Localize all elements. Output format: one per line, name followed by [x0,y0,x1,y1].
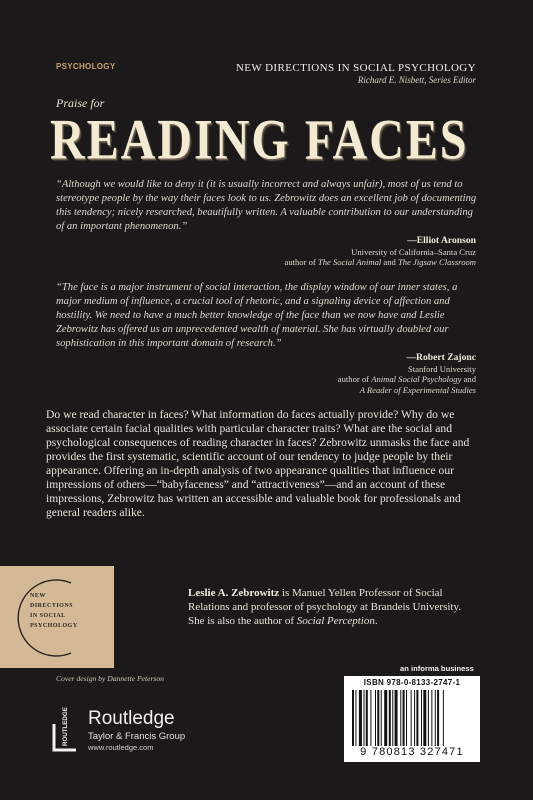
endorser-works: author of Animal Social Psychology and [337,374,476,384]
svg-text:ROUTLEDGE: ROUTLEDGE [62,707,69,746]
endorser-works: author of The Social Animal and The Jigsaw Classroom [284,257,476,267]
series-heading [236,62,476,85]
endorser-affiliation: Stanford University [407,363,476,374]
barcode-bars-icon [352,690,474,746]
routledge-mark-icon [52,706,78,752]
cover-design-credit: Cover design by Dannette Peterson [56,674,164,683]
isbn-barcode [344,676,480,762]
book-title: READING FACES [50,109,469,172]
informa-tagline: an informa business [400,664,474,673]
series-editor: Richard E. Nisbett, Series Editor [357,75,476,85]
routledge-logo [52,706,202,754]
isbn-label: ISBN 978-0-8133-2747-1 [363,678,461,687]
barcode-number: 9 780813 327471 [360,746,464,758]
category-label: PSYCHOLOGY [56,62,116,71]
series-logo-text: NEW DIRECTIONS IN SOCIAL PSYCHOLOGY [30,593,78,629]
series-logo-panel [0,566,114,668]
author-bio: Leslie A. Zebrowitz is Manuel Yellen Professor of Social Relations and professor of psychology at Brandeis University. She is also the author of Social Perception. [188,587,462,627]
publisher-group: Taylor & Francis Group [88,731,186,742]
book-description: Do we read character in faces? What information do faces actually provide? Why do we associate certain facial qualities with particular character traits? What are the social and psychological consequences of reading character in faces? Zebrowitz unmasks the face and provides the first systematic, scientific account of our tendency to judge people by their appearance. Offering an in-depth analysis of two appearance qualities that influence our impressions of others—“babyfaceness” and “attractiveness”—and an account of these impressions, Zebrowitz has written an accessible and valuable book for professionals and general readers alike. [46,408,470,519]
endorsement-quote-1: “Although we would like to deny it (it is usually incorrect and always unfair), most of us tend to stereotype people by the way their faces look to us. Zebrowitz does an excellent job of documenting this tendency; nicely researched, beautifully written. A valuable contribution to our understanding of an important phenomenon.” [56,179,477,232]
endorser-name: —Robert Zajonc [406,352,476,363]
endorsement-attribution-2 [338,353,476,395]
publisher-url: www.routledge.com [88,743,154,752]
praise-label: Praise for [56,96,105,110]
endorsement-quote-2: “The face is a major instrument of social interaction, the display window of our inner states, a major medium of influence, a crucial tool of rhetoric, and a signaling device of affection and hostility. We need to have a much better knowledge of the face than we now have and Leslie Zebrowitz has offered us an unprecedented wealth of material. She has virtually doubled our sophistication in this important domain of research.” [56,282,458,349]
endorser-name: —Elliot Aronson [407,235,476,246]
endorser-affiliation: University of California–Santa Cruz [351,246,476,257]
series-title: NEW DIRECTIONS IN SOCIAL PSYCHOLOGY [235,62,476,74]
endorsement-attribution-1 [285,236,477,268]
publisher-name: Routledge [88,708,175,729]
endorser-works-2: A Reader of Experimental Studies [359,384,476,395]
